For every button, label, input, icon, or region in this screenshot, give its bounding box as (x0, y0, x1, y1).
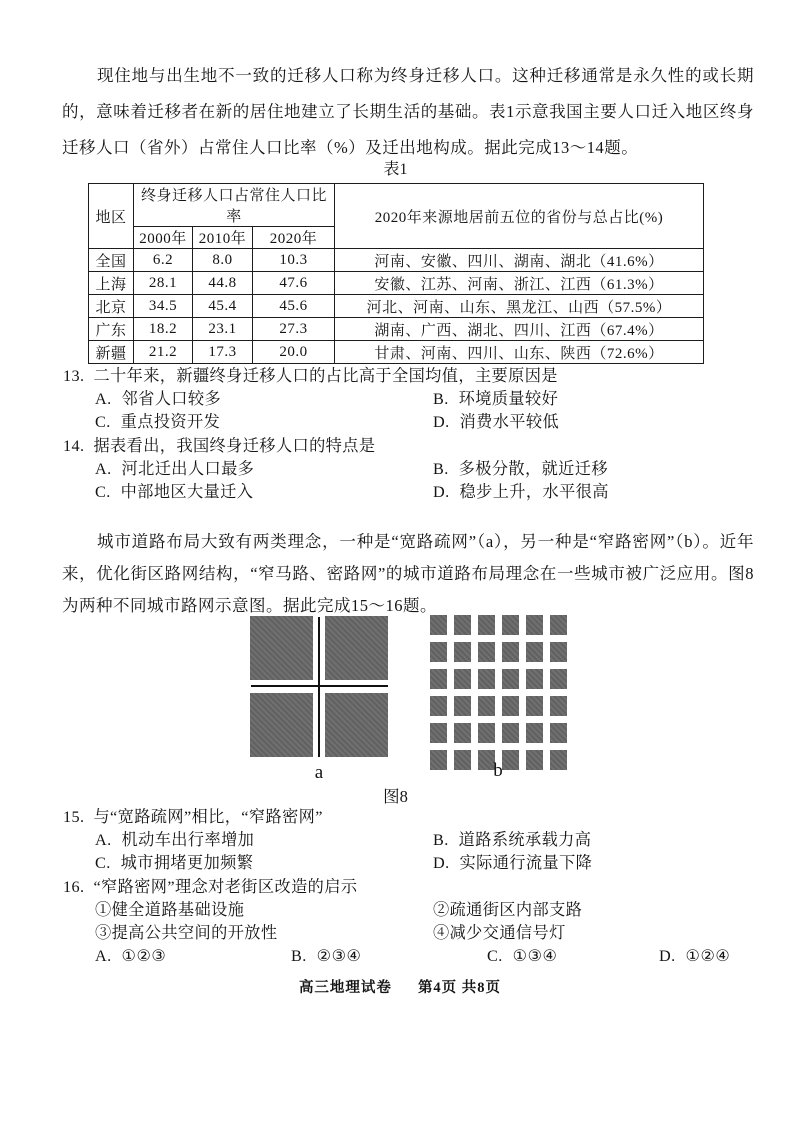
option-row (63, 388, 763, 411)
table1-caption: 表1 (383, 161, 408, 178)
city-block (550, 669, 567, 689)
city-block (502, 642, 519, 662)
cell-region: 新疆 (89, 341, 134, 364)
option-text: 河北迁出人口最多 (121, 460, 255, 478)
option-14-c (95, 483, 253, 501)
cell-sources: 河南、安徽、四川、湖南、湖北（41.6%） (335, 249, 704, 272)
cell-2000: 34.5 (134, 295, 193, 318)
city-block (454, 696, 471, 716)
city-block (454, 642, 471, 662)
option-label: A. (95, 460, 112, 478)
city-block (550, 696, 567, 716)
option-label: D. (433, 854, 450, 872)
city-block (454, 615, 471, 635)
city-block (250, 616, 313, 680)
cell-2010: 45.4 (193, 295, 253, 318)
cell-region: 北京 (89, 295, 134, 318)
option-13-b (433, 388, 558, 411)
city-block (478, 642, 495, 662)
cell-2010: 8.0 (193, 249, 253, 272)
city-block (550, 750, 567, 770)
road-line-horizontal (251, 685, 388, 687)
option-label: B. (433, 460, 449, 478)
city-block (325, 693, 388, 757)
page-footer (0, 978, 800, 998)
question-number: 16. (63, 878, 85, 896)
option-text: 中部地区大量迁入 (120, 483, 254, 501)
city-block (526, 723, 543, 743)
city-block (526, 642, 543, 662)
city-block (526, 669, 543, 689)
option-text: ①②③ (121, 947, 167, 965)
option-13-a (95, 390, 221, 408)
option-14-d (433, 481, 609, 504)
option-text: 消费水平较低 (459, 413, 560, 431)
city-block (478, 696, 495, 716)
col-header-2010: 2010年 (193, 227, 253, 249)
option-text: 环境质量较好 (458, 390, 559, 408)
option-16-d (659, 945, 730, 968)
option-label: D. (659, 947, 676, 965)
col-header-sources: 2020年来源地居前五位的省份与总占比(%) (335, 184, 704, 249)
question-16 (63, 876, 763, 968)
option-text: 重点投资开发 (120, 413, 221, 431)
city-block (550, 642, 567, 662)
option-13-c (95, 413, 220, 431)
cell-sources: 安徽、江苏、河南、浙江、江西（61.3%） (335, 272, 704, 295)
option-label: A. (95, 831, 112, 849)
city-block (526, 615, 543, 635)
option-label: C. (95, 854, 111, 872)
question-number: 13. (63, 367, 85, 385)
option-13-d (433, 411, 559, 434)
question-14-stem (63, 435, 763, 458)
city-block (430, 669, 447, 689)
table-row (89, 341, 704, 364)
option-label: C. (95, 483, 111, 501)
option-text: ②③④ (316, 947, 362, 965)
item-row (63, 922, 763, 945)
city-block (502, 669, 519, 689)
city-block (526, 696, 543, 716)
cell-2010: 44.8 (193, 272, 253, 295)
option-16-c (487, 945, 557, 968)
option-text: ①②④ (685, 947, 731, 965)
figure-label-a: a (314, 762, 324, 783)
item-3: ③提高公共空间的开放性 (95, 924, 278, 942)
city-block (502, 723, 519, 743)
road-line-vertical (318, 617, 320, 757)
option-text: 机动车出行率增加 (121, 831, 255, 849)
cell-region: 全国 (89, 249, 134, 272)
option-15-a (95, 831, 254, 849)
option-row (63, 481, 763, 504)
question-13-stem (63, 365, 763, 388)
option-row (63, 458, 763, 481)
option-label: C. (487, 947, 503, 965)
city-block (526, 750, 543, 770)
cell-2020: 27.3 (253, 318, 335, 341)
option-label: D. (433, 413, 450, 431)
option-text: 城市拥堵更加频繁 (120, 854, 254, 872)
table-row (89, 249, 704, 272)
option-label: C. (95, 413, 111, 431)
cell-2020: 45.6 (253, 295, 335, 318)
cell-region: 广东 (89, 318, 134, 341)
col-header-2000: 2000年 (134, 227, 193, 249)
city-block (478, 723, 495, 743)
question-number: 15. (63, 808, 85, 826)
cell-2000: 21.2 (134, 341, 193, 364)
figure8-caption: 图8 (383, 787, 408, 806)
table-row (89, 272, 704, 295)
cell-sources: 湖南、广西、湖北、四川、江西（67.4%） (335, 318, 704, 341)
col-header-ratio-group: 终身迁移人口占常住人口比率 (134, 184, 335, 227)
city-block (550, 723, 567, 743)
option-text: 道路系统承载力高 (458, 831, 592, 849)
migration-table (88, 183, 704, 364)
city-block (430, 750, 447, 770)
option-text: 邻省人口较多 (121, 390, 222, 408)
city-block (454, 723, 471, 743)
option-row (63, 411, 763, 434)
option-label: B. (291, 947, 307, 965)
table-row (89, 295, 704, 318)
city-block (454, 669, 471, 689)
city-block (550, 615, 567, 635)
city-block (502, 615, 519, 635)
cell-2000: 18.2 (134, 318, 193, 341)
cell-2000: 6.2 (134, 249, 193, 272)
option-15-d (433, 852, 592, 875)
answer-choice-row (63, 945, 763, 968)
option-16-b (291, 945, 361, 968)
city-block (478, 669, 495, 689)
footer-page-info: 第4页 共8页 (417, 980, 502, 996)
option-label: B. (433, 390, 449, 408)
option-14-a (95, 460, 254, 478)
cell-2020: 47.6 (253, 272, 335, 295)
option-label: A. (95, 390, 112, 408)
city-block (502, 696, 519, 716)
cell-2020: 20.0 (253, 341, 335, 364)
option-text: 稳步上升，水平很高 (459, 483, 609, 501)
city-block (250, 693, 313, 757)
question-stem-text: 与“宽路疏网”相比，“窄路密网” (93, 808, 323, 826)
city-block (478, 615, 495, 635)
cell-2020: 10.3 (253, 249, 335, 272)
question-16-stem (63, 876, 763, 899)
question-stem-text: “窄路密网”理念对老街区改造的启示 (93, 878, 358, 896)
item-1: ①健全道路基础设施 (95, 901, 245, 919)
city-block (430, 696, 447, 716)
option-text: 实际通行流量下降 (459, 854, 593, 872)
col-header-2020: 2020年 (253, 227, 335, 249)
option-14-b (433, 458, 608, 481)
cell-2010: 23.1 (193, 318, 253, 341)
city-block (454, 750, 471, 770)
city-block (430, 723, 447, 743)
passage-migration: 现住地与出生地不一致的迁移人口称为终身迁移人口。这种迁移通常是永久性的或长期的，意味着迁移者在新的居住地建立了长期生活的基础。表1示意我国主要人口迁入地区终身迁移人口（省外）占常住人口比率（%）及迁出地构成。据此完成13～14题。 (62, 66, 754, 157)
cell-sources: 甘肃、河南、四川、山东、陕西（72.6%） (335, 341, 704, 364)
option-text: ①③④ (512, 947, 558, 965)
option-row (63, 852, 763, 875)
footer-exam-title: 高三地理试卷 (298, 980, 392, 996)
item-row (63, 899, 763, 922)
passage-road-network: 城市道路布局大致有两类理念，一种是“宽路疏网”（a），另一种是“窄路密网”（b）。近年来，优化街区路网结构，“窄马路、密路网”的城市道路布局理念在一些城市被广泛应用。图8为两种不同城市路网示意图。据此完成15～16题。 (62, 532, 754, 615)
item-2: ②疏通街区内部支路 (433, 901, 583, 919)
option-15-b (433, 829, 591, 852)
question-stem-text: 据表看出，我国终身迁移人口的特点是 (93, 437, 376, 455)
item-4: ④减少交通信号灯 (433, 924, 566, 942)
question-stem-text: 二十年来，新疆终身迁移人口的占比高于全国均值，主要原因是 (93, 367, 558, 385)
city-block (430, 615, 447, 635)
city-block (430, 642, 447, 662)
table-row (89, 318, 704, 341)
col-header-region: 地区 (89, 184, 134, 249)
cell-sources: 河北、河南、山东、黑龙江、山西（57.5%） (335, 295, 704, 318)
table-header-row (89, 184, 704, 227)
city-block (325, 616, 388, 680)
option-row (63, 829, 763, 852)
option-label: D. (433, 483, 450, 501)
cell-2000: 28.1 (134, 272, 193, 295)
option-16-a (95, 945, 166, 968)
option-15-c (95, 854, 253, 872)
question-14 (63, 435, 763, 504)
cell-region: 上海 (89, 272, 134, 295)
option-label: A. (95, 947, 112, 965)
question-15 (63, 806, 763, 875)
question-number: 14. (63, 437, 85, 455)
option-text: 多极分散，就近迁移 (458, 460, 608, 478)
narrow-road-dense-network-diagram (430, 615, 567, 770)
question-15-stem (63, 806, 763, 829)
figure-label-b: b (493, 760, 503, 781)
option-label: B. (433, 831, 449, 849)
question-13 (63, 365, 763, 434)
cell-2010: 17.3 (193, 341, 253, 364)
